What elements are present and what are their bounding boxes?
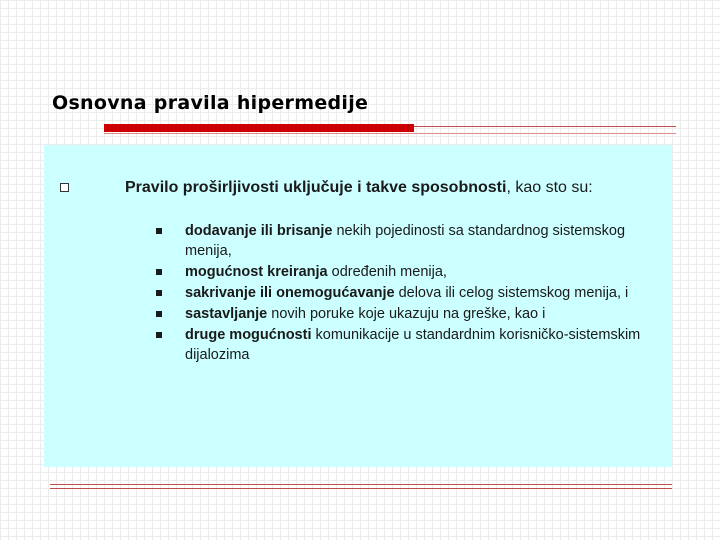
filled-square-bullet-icon <box>156 290 162 296</box>
filled-square-bullet-icon <box>156 311 162 317</box>
filled-square-bullet-icon <box>156 228 162 234</box>
sub-point-rest: novih poruke koje ukazuju na greške, kao i <box>267 306 546 322</box>
sub-point-bold: dodavanje ili brisanje <box>185 223 333 239</box>
title-underline-line <box>414 126 676 127</box>
list-item <box>185 221 671 261</box>
list-item <box>185 325 671 365</box>
main-point-bold: Pravilo proširljivosti uključuje i takve sposobnosti <box>125 179 507 196</box>
list-item <box>185 262 671 282</box>
main-point <box>125 177 645 199</box>
filled-square-bullet-icon <box>156 332 162 338</box>
sub-point-bold: druge mogućnosti <box>185 327 312 343</box>
content-box <box>44 145 672 467</box>
sub-point-rest: određenih menija, <box>327 264 447 280</box>
sub-point-bold: mogućnost kreiranja <box>185 264 328 280</box>
filled-square-bullet-icon <box>156 269 162 275</box>
sub-point-rest: komunikacije u standardnim korisničko-sistemskim dijalozima <box>185 327 641 363</box>
hollow-square-bullet-icon <box>60 183 69 192</box>
footer-line-lower <box>50 488 672 489</box>
title-underline-bar <box>104 124 414 132</box>
slide-title: Osnovna pravila hipermedije <box>52 92 369 114</box>
sub-point-rest: nekih pojedinosti sa standardnog sistemskog menija, <box>185 223 626 259</box>
sub-point-list <box>185 221 671 366</box>
sub-point-rest: delova ili celog sistemskog menija, i <box>394 285 629 301</box>
list-item <box>185 283 671 303</box>
list-item <box>185 304 671 324</box>
title-underline-line-lower <box>104 133 676 134</box>
footer-line-upper <box>50 484 672 485</box>
sub-point-bold: sakrivanje ili onemogućavanje <box>185 285 395 301</box>
main-point-rest: , kao sto su: <box>506 179 593 196</box>
sub-point-bold: sastavljanje <box>185 306 268 322</box>
